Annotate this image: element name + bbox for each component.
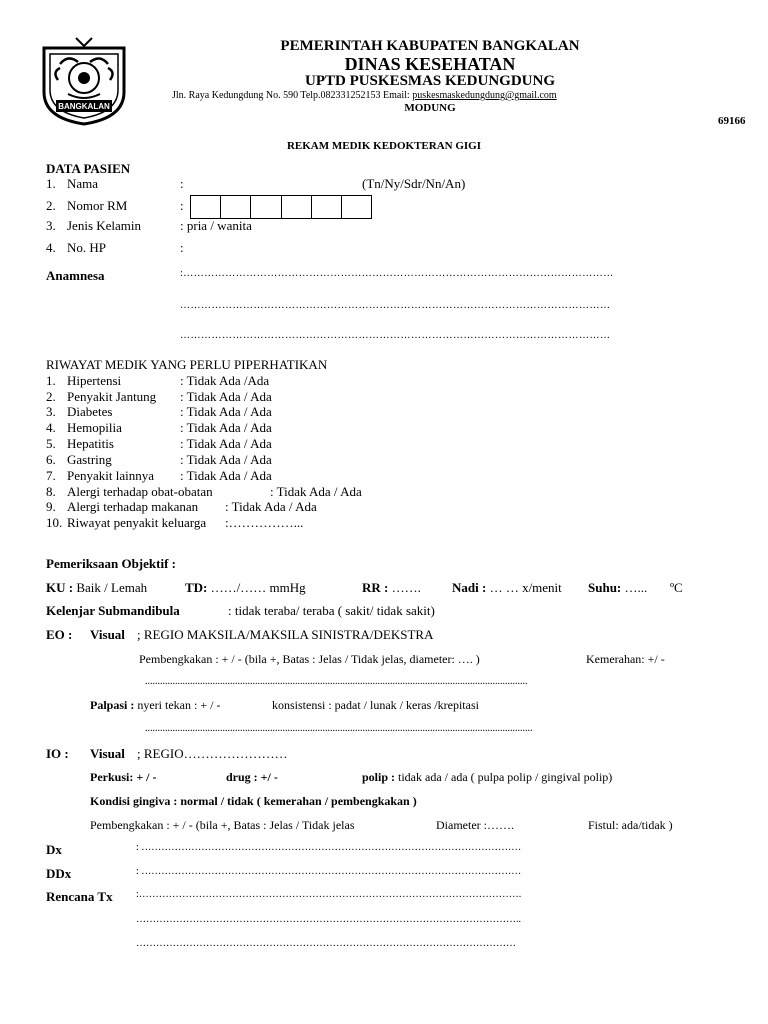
- pasien-label-hp: No. HP: [67, 240, 107, 255]
- pasien-label-rm: Nomor RM: [67, 198, 128, 213]
- io-label: IO :: [46, 746, 69, 761]
- header-line3: UPTD PUSKESMAS KEDUNGDUNG: [304, 73, 556, 89]
- bangkalan-logo: [38, 34, 130, 126]
- riwayat-label-keluarga: Riwayat penyakit keluarga: [67, 515, 207, 530]
- anamnesa-line-2[interactable]: ……………………………………………………………………………………………………………: [180, 300, 611, 311]
- form-title: REKAM MEDIK KEDOKTERAN GIGI: [286, 140, 482, 152]
- ddx-value[interactable]: : ……………………………………………………………………………………………………: [136, 866, 522, 877]
- td-row: [185, 580, 306, 596]
- rm-digit-box[interactable]: [282, 196, 312, 218]
- riwayat-label-hepatitis: Hepatitis: [67, 436, 114, 451]
- riwayat-label-alergi-obat: Alergi terhadap obat-obatan: [67, 484, 213, 499]
- eo-visual-value[interactable]: ; REGIO MAKSILA/MAKSILA SINISTRA/DEKSTRA: [137, 627, 434, 642]
- td-value[interactable]: ……/…… mmHg: [210, 580, 306, 595]
- polip-row: [362, 770, 612, 785]
- palpasi-value[interactable]: nyeri tekan : + / -: [137, 698, 221, 712]
- address-text: Jln. Raya Kedungdung No. 590 Telp.082331252153 Email:: [172, 90, 413, 101]
- io-fistul[interactable]: Fistul: ada/tidak ): [588, 818, 673, 832]
- riwayat-label-gastring: Gastring: [67, 452, 112, 467]
- gingiva-value[interactable]: Kondisi gingiva : normal / tidak ( kemerahan / pembengkakan ): [90, 794, 417, 808]
- ku-row: [46, 580, 147, 596]
- riwayat-no: 5.: [46, 436, 56, 451]
- riwayat-label-diabetes: Diabetes: [67, 404, 113, 419]
- pasien-no-2: 2.: [46, 198, 56, 213]
- rm-digit-box[interactable]: [221, 196, 251, 218]
- rm-digit-box[interactable]: [251, 196, 281, 218]
- rm-digit-box[interactable]: [312, 196, 342, 218]
- riwayat-no: 2.: [46, 389, 56, 404]
- eo-dots-1[interactable]: .........................................................................................................................................................: [145, 676, 528, 687]
- nadi-label: Nadi :: [452, 580, 487, 595]
- riwayat-no: 8.: [46, 484, 56, 499]
- perkusi-value[interactable]: Perkusi: + / -: [90, 770, 157, 784]
- riwayat-no: 1.: [46, 373, 56, 388]
- pasien-value-nama[interactable]: :: [180, 176, 184, 191]
- header-address: [172, 90, 557, 101]
- riwayat-value-hepatitis[interactable]: : Tidak Ada / Ada: [180, 436, 272, 451]
- riwayat-value-jantung[interactable]: : Tidak Ada / Ada: [180, 389, 272, 404]
- ddx-label: DDx: [46, 866, 72, 881]
- riwayat-label-hipertensi: Hipertensi: [67, 373, 122, 388]
- nadi-row: [452, 580, 562, 596]
- riwayat-no: 7.: [46, 468, 56, 483]
- objektif-heading: Pemeriksaan Objektif :: [46, 556, 176, 571]
- data-pasien-heading: DATA PASIEN: [46, 161, 131, 176]
- riwayat-value-hipertensi[interactable]: : Tidak Ada /Ada: [180, 373, 270, 388]
- riwayat-label-lainnya: Penyakit lainnya: [67, 468, 155, 483]
- eo-visual-label: Visual: [90, 627, 125, 642]
- io-visual-value[interactable]: ; REGIO……………………: [137, 746, 288, 761]
- anamnesa-line-3[interactable]: ……………………………………………………………………………………………………………: [180, 330, 611, 341]
- riwayat-value-alergi-obat[interactable]: : Tidak Ada / Ada: [270, 484, 362, 499]
- header-line2: DINAS KESEHATAN: [344, 54, 516, 74]
- tx-line-3[interactable]: ……………………………………………………………………………………………………: [136, 938, 516, 949]
- io-pembengkakan[interactable]: Pembengkakan : + / - (bila +, Batas : Jelas / Tidak jelas: [90, 818, 355, 832]
- riwayat-label-alergi-makanan: Alergi terhadap makanan: [67, 499, 199, 514]
- rm-number-boxes[interactable]: [190, 195, 372, 219]
- pasien-no-3: 3.: [46, 218, 56, 233]
- anamnesa-line-1[interactable]: :……………………………………………………………………………………………………………: [180, 268, 614, 279]
- riwayat-label-hemopilia: Hemopilia: [67, 420, 122, 435]
- pasien-no-4: 4.: [46, 240, 56, 255]
- io-diameter[interactable]: Diameter :…….: [436, 818, 514, 832]
- eo-pembengkakan[interactable]: Pembengkakan : + / - (bila +, Batas : Jelas / Tidak jelas, diameter: …. ): [139, 652, 480, 666]
- suhu-label: Suhu:: [588, 580, 622, 595]
- eo-kemerahan[interactable]: Kemerahan: +/ -: [586, 652, 665, 666]
- riwayat-no: 3.: [46, 404, 56, 419]
- email-link[interactable]: puskesmaskedungdung@gmail.com: [412, 90, 557, 101]
- tx-label: Rencana Tx: [46, 889, 113, 904]
- riwayat-value-gastring[interactable]: : Tidak Ada / Ada: [180, 452, 272, 467]
- palpasi-label: Palpasi :: [90, 698, 135, 712]
- suhu-value[interactable]: …...: [624, 580, 648, 595]
- header-line1: PEMERINTAH KABUPATEN BANGKALAN: [280, 38, 580, 54]
- rm-digit-box[interactable]: [191, 196, 221, 218]
- riwayat-no: 10.: [46, 515, 63, 530]
- eo-dots-2[interactable]: ...........................................................................................................................................................: [145, 723, 533, 734]
- tx-line-2[interactable]: ……………………………………………………………………………………………………..: [136, 914, 521, 925]
- riwayat-heading: RIWAYAT MEDIK YANG PERLU PIPERHATIKAN: [46, 357, 328, 372]
- dx-value[interactable]: : ……………………………………………………………………………………………………: [136, 842, 522, 853]
- nadi-value[interactable]: … … x/menit: [489, 580, 562, 595]
- riwayat-value-hemopilia[interactable]: : Tidak Ada / Ada: [180, 420, 272, 435]
- riwayat-value-alergi-makanan[interactable]: : Tidak Ada / Ada: [225, 499, 317, 514]
- pasien-value-rm: :: [180, 198, 184, 213]
- ku-label: KU :: [46, 580, 74, 595]
- tx-value[interactable]: :…………………………………………………………………………………………………….: [136, 889, 522, 900]
- pasien-title-options: (Tn/Ny/Sdr/Nn/An): [362, 176, 466, 191]
- eo-label: EO :: [46, 627, 73, 642]
- rm-digit-box[interactable]: [342, 196, 371, 218]
- riwayat-no: 9.: [46, 499, 56, 514]
- td-label: TD:: [185, 580, 208, 595]
- pasien-label-gender: Jenis Kelamin: [67, 218, 142, 233]
- drug-value[interactable]: drug : +/ -: [226, 770, 278, 784]
- polip-label: polip :: [362, 770, 396, 784]
- riwayat-value-lainnya[interactable]: : Tidak Ada / Ada: [180, 468, 272, 483]
- pasien-value-hp[interactable]: :: [180, 240, 184, 255]
- suhu-row: [588, 580, 647, 596]
- suhu-unit: ºC: [670, 580, 683, 595]
- anamnesa-label: Anamnesa: [46, 268, 105, 283]
- rr-row: [362, 580, 421, 596]
- pasien-value-gender[interactable]: : pria / wanita: [180, 218, 252, 233]
- kelenjar-value[interactable]: : tidak teraba/ teraba ( sakit/ tidak sakit): [228, 603, 435, 618]
- kelenjar-label: Kelenjar Submandibula: [46, 603, 180, 618]
- riwayat-value-keluarga[interactable]: :……………...: [225, 515, 304, 530]
- header-postal: 69166: [718, 115, 746, 127]
- io-visual-label: Visual: [90, 746, 125, 761]
- dx-label: Dx: [46, 842, 62, 857]
- ku-value[interactable]: Baik / Lemah: [76, 580, 148, 595]
- riwayat-label-jantung: Penyakit Jantung: [67, 389, 157, 404]
- header-city: MODUNG: [404, 102, 456, 114]
- rr-label: RR :: [362, 580, 389, 595]
- riwayat-no: 6.: [46, 452, 56, 467]
- logo-label: BANGKALAN: [58, 102, 110, 111]
- polip-value[interactable]: tidak ada / ada ( pulpa polip / gingival polip): [398, 770, 613, 784]
- konsistensi-value[interactable]: konsistensi : padat / lunak / keras /krepitasi: [272, 698, 479, 712]
- rr-value[interactable]: …….: [391, 580, 421, 595]
- riwayat-value-diabetes[interactable]: : Tidak Ada / Ada: [180, 404, 272, 419]
- riwayat-no: 4.: [46, 420, 56, 435]
- pasien-no-1: 1.: [46, 176, 56, 191]
- palpasi-row: [90, 698, 220, 713]
- pasien-label-nama: Nama: [67, 176, 99, 191]
